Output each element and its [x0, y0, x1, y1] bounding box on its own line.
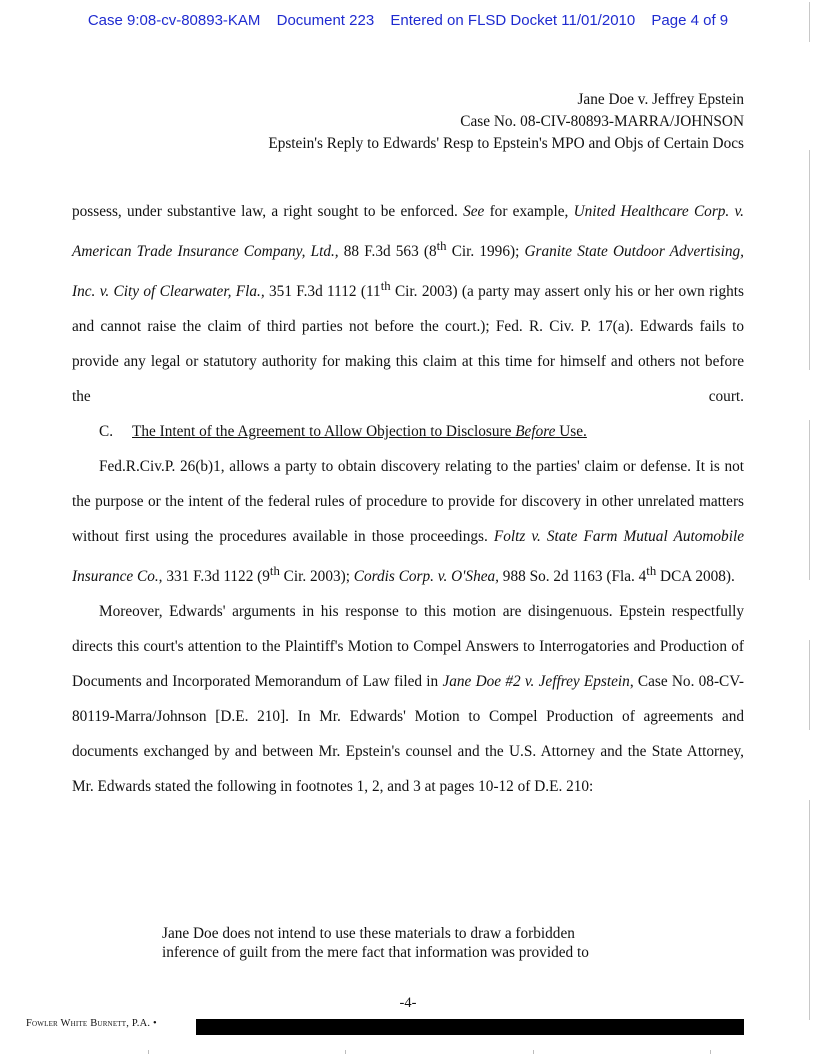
section-letter: C.: [99, 423, 114, 441]
text-run: Use.: [555, 423, 587, 441]
signal-see: See: [463, 203, 485, 220]
scan-tick-mark: [710, 1050, 711, 1054]
caption-case-number: Case No. 08-CIV-80893-MARRA/JOHNSON: [460, 113, 744, 130]
text-run: 88 F.3d 563 (8: [338, 243, 437, 261]
text-run: Moreover, Edwards' arguments in his response to this motion are disingenuous. Epstein respectfully directs this court's attention to the Plaintiff's Motion to Compel Answers to Interrogatories and Production of Documents and Incorporated Memorandum of Law filed in: [72, 603, 744, 691]
page-number: -4-: [399, 995, 417, 1011]
scan-tick-mark: [345, 1050, 346, 1054]
footer-bullet: •: [153, 1018, 157, 1029]
paragraph-standing: [72, 194, 744, 414]
text-run: possess, under substantive law, a right sought to be enforced.: [72, 203, 464, 220]
redaction-bar: [196, 1019, 744, 1035]
text-run: 988 So. 2d 1163 (Fla. 4: [498, 568, 647, 586]
text-run: 331 F.3d 1122 (9: [162, 568, 270, 586]
footer-firm: [26, 1018, 157, 1029]
ordinal-suffix: th: [380, 279, 391, 294]
case-citation: United Healthcare Corp. v. American Trade Insurance Company, Ltd.,: [72, 203, 745, 261]
text-run: DCA 2008).: [656, 568, 735, 586]
document-number-stamp: Document 223: [276, 12, 375, 29]
case-citation: Jane Doe #2 v. Jeffrey Epstein: [442, 673, 630, 691]
block-quote: [162, 924, 682, 962]
scan-edge-line: [809, 800, 810, 1020]
heading-text: [132, 423, 587, 440]
filing-header: [0, 12, 816, 29]
heading-emphasis: Before: [515, 423, 556, 441]
page-count-stamp: Page 4 of 9: [651, 12, 729, 29]
text-run: Cir. 2003);: [279, 568, 354, 586]
text-run: The Intent of the Agreement to Allow Objection to Disclosure: [132, 423, 516, 441]
paragraph-disingenuous: [72, 594, 744, 804]
text-run: for example,: [484, 203, 574, 220]
text-run: Cir. 2003) (a party may assert only his or her own rights and cannot raise the claim of third parties not before the court.); Fed. R. Civ. P. 17(a). Edwards fails to provide any legal or statutory authority for making this claim at this time for himself and others not before the court.: [72, 283, 744, 406]
caption-parties: Jane Doe v. Jeffrey Epstein: [577, 91, 744, 108]
ordinal-suffix: th: [269, 564, 280, 579]
quote-line: Jane Doe does not intend to use these materials to draw a forbidden: [162, 925, 575, 942]
scan-edge-line: [809, 2, 810, 42]
scan-edge-line: [809, 640, 810, 730]
document-body: [72, 194, 744, 804]
ordinal-suffix: th: [646, 564, 657, 579]
scan-edge-line: [809, 420, 810, 580]
case-caption: [268, 89, 744, 155]
text-run: Fed.R.Civ.P. 26(b)1, allows a party to obtain discovery relating to the parties' claim or defense. It is not the purpose or the intent of the federal rules of procedure to provide for discovery in other unrelated matters without first using the procedures available in those proceedings.: [72, 458, 744, 546]
case-citation: Foltz v. State Farm Mutual Automobile Insurance Co.,: [72, 528, 744, 586]
case-number-stamp: Case 9:08-cv-80893-KAM: [87, 12, 261, 29]
caption-document-title: Epstein's Reply to Edwards' Resp to Epstein's MPO and Objs of Certain Docs: [268, 135, 744, 152]
ordinal-suffix: th: [436, 239, 447, 253]
quote-line: inference of guilt from the mere fact that information was provided to: [162, 944, 589, 961]
text-run: , Case No. 08-CV-80119-Marra/Johnson [D.E. 210]. In Mr. Edwards' Motion to Compel Production of agreements and documents exchanged by and between Mr. Epstein's counsel and the U.S. Attorney and the State Attorney, Mr. Edwards stated the following in footnotes 1, 2, and 3 at pages 10-12 of D.E. 210:: [72, 673, 744, 796]
case-citation: Cordis Corp. v. O'Shea,: [353, 568, 499, 586]
docket-entry-stamp: Entered on FLSD Docket 11/01/2010: [390, 12, 636, 29]
text-run: Cir. 1996);: [446, 243, 525, 261]
scan-tick-mark: [148, 1050, 149, 1054]
firm-name: Fowler White Burnett, P.A.: [26, 1018, 151, 1029]
text-run: 351 F.3d 1112 (11: [264, 283, 381, 301]
case-citation: Granite State Outdoor Advertising, Inc. v. City of Clearwater, Fla.,: [72, 243, 745, 301]
scan-edge-line: [809, 150, 810, 370]
section-heading: [72, 414, 744, 449]
paragraph-discovery-scope: [72, 449, 744, 594]
scan-tick-mark: [533, 1050, 534, 1054]
